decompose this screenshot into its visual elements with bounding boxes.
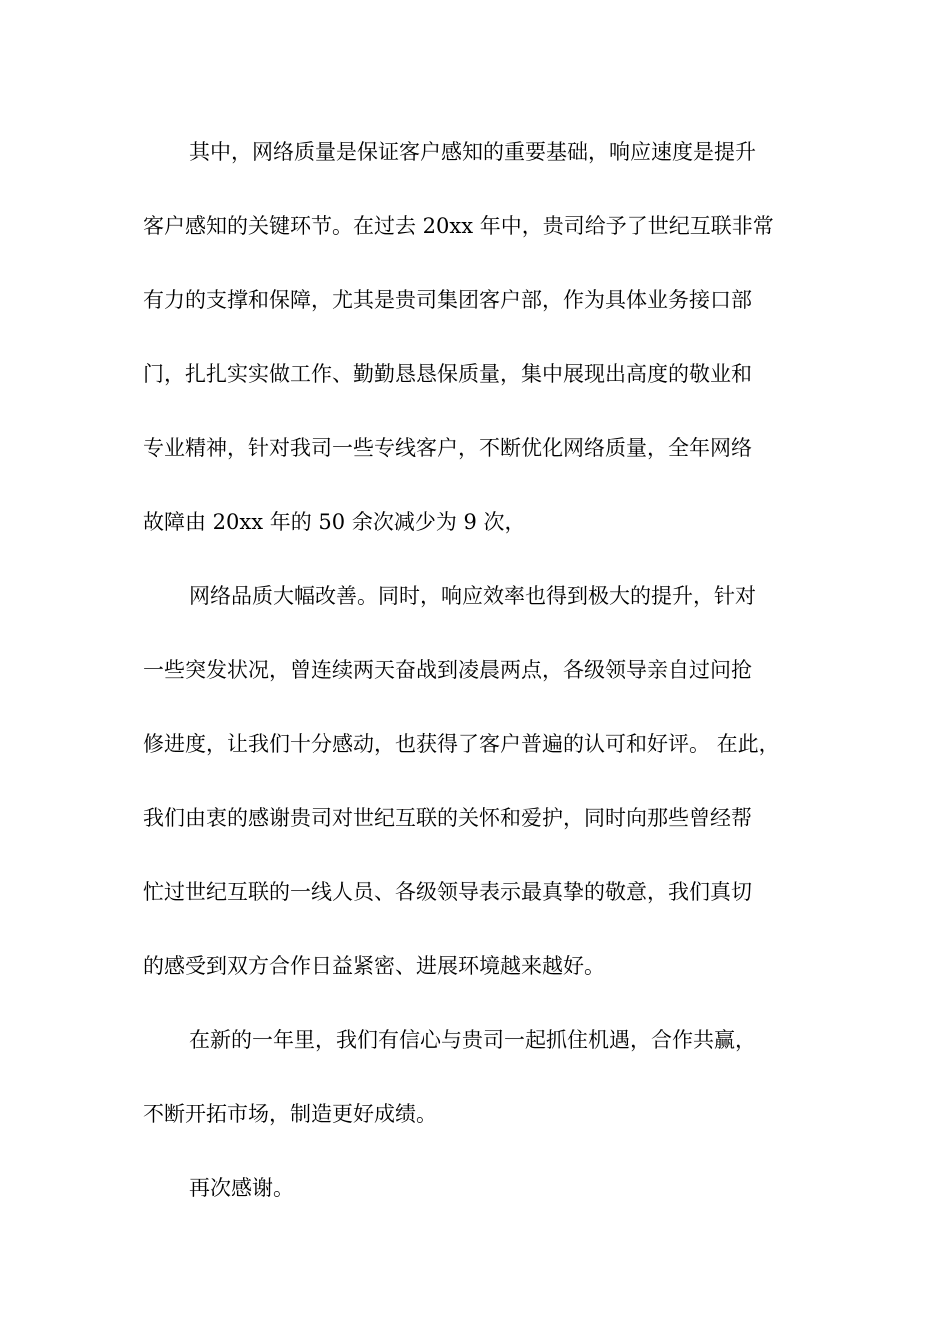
text-line-1: 其中，网络质量是保证客户感知的重要基础，响应速度是提升: [189, 140, 756, 164]
text-line-13: 在新的一年里，我们有信心与贵司一起抓住机遇，合作共赢，: [189, 1028, 756, 1052]
text-line-15: 再次感谢。: [189, 1176, 294, 1200]
text-line-9: 修进度，让我们十分感动，也获得了客户普遍的认可和好评。 在此，: [143, 732, 780, 756]
text-line-12: 的感受到双方合作日益紧密、进展环境越来越好。: [143, 954, 605, 978]
text-line-11: 忙过世纪互联的一线人员、各级领导表示最真挚的敬意，我们真切: [143, 880, 752, 904]
text-line-3: 有力的支撑和保障，尤其是贵司集团客户部，作为具体业务接口部: [143, 288, 752, 312]
text-line-10: 我们由衷的感谢贵司对世纪互联的关怀和爱护，同时向那些曾经帮: [143, 806, 752, 830]
text-line-8: 一些突发状况，曾连续两天奋战到凌晨两点，各级领导亲自过问抢: [143, 658, 752, 682]
text-line-5: 专业精神，针对我司一些专线客户，不断优化网络质量，全年网络: [143, 436, 752, 460]
text-line-6: 故障由 20xx 年的 50 余次减少为 9 次，: [143, 510, 526, 534]
text-line-14: 不断开拓市场，制造更好成绩。: [143, 1102, 437, 1126]
text-line-4: 门，扎扎实实做工作、勤勤恳恳保质量，集中展现出高度的敬业和: [143, 362, 752, 386]
body-text: [143, 125, 823, 1235]
text-line-2: 客户感知的关键环节。在过去 20xx 年中，贵司给予了世纪互联非常: [143, 214, 774, 238]
text-line-7: 网络品质大幅改善。同时，响应效率也得到极大的提升，针对: [189, 584, 756, 608]
